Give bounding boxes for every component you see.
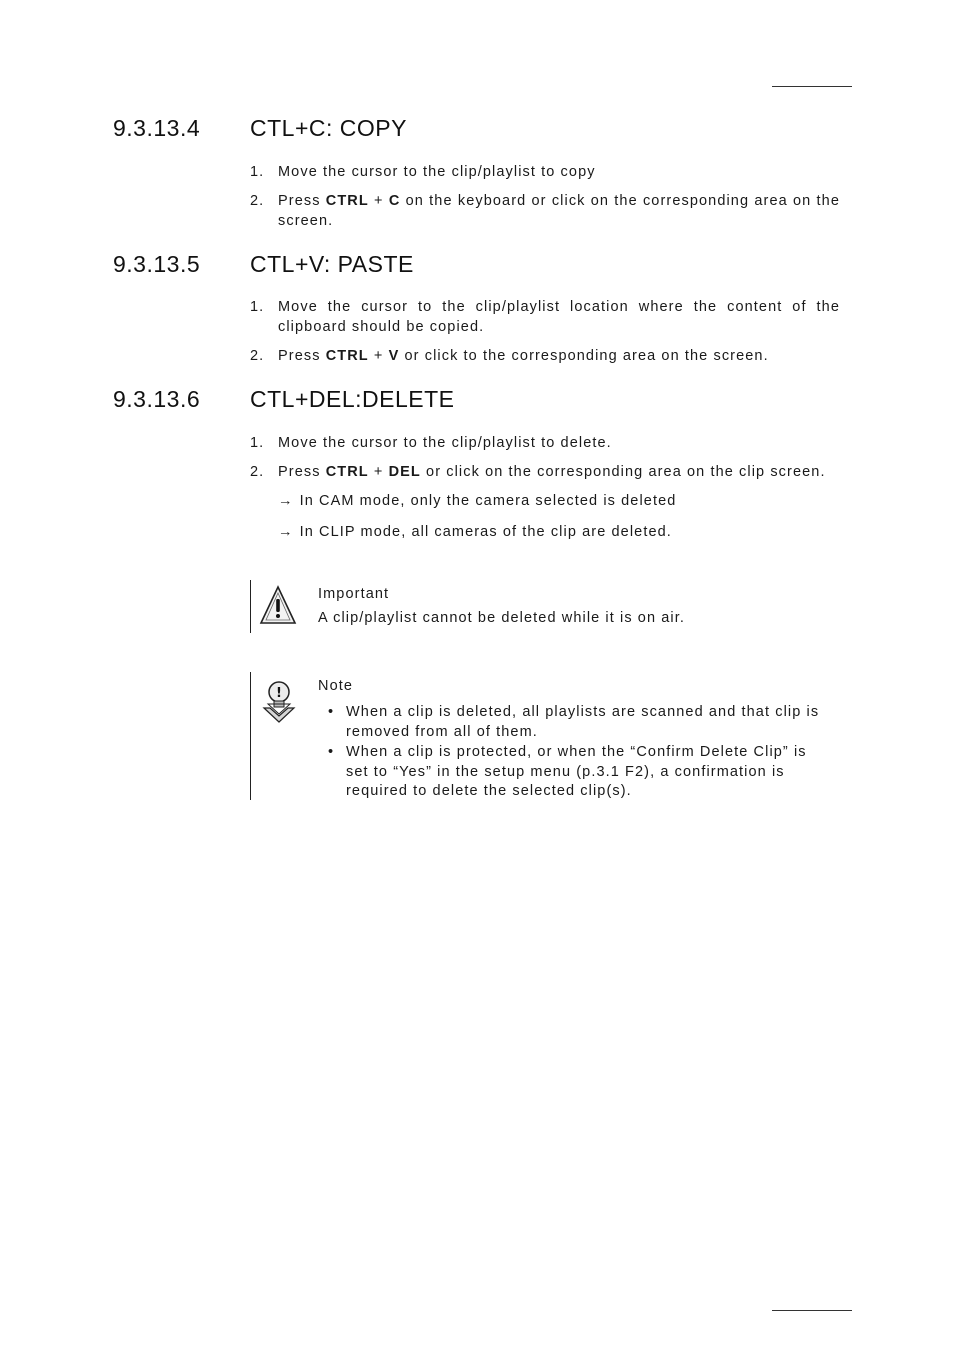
footer-rule bbox=[772, 1310, 852, 1311]
key-c: C bbox=[388, 193, 401, 209]
step-number: 1. bbox=[250, 164, 265, 180]
important-callout-bar bbox=[250, 580, 251, 633]
arrow-icon: → bbox=[278, 524, 294, 540]
result-text: In CAM mode, only the camera selected is deleted bbox=[299, 493, 677, 509]
section-heading-paste bbox=[113, 251, 414, 278]
important-title: Important bbox=[318, 586, 390, 602]
section-title: CTL+C: COPY bbox=[250, 115, 407, 141]
warning-triangle-icon bbox=[258, 584, 298, 631]
section-number: 9.3.13.5 bbox=[113, 251, 201, 277]
step-number: 2. bbox=[250, 464, 265, 480]
header-rule bbox=[772, 86, 852, 87]
note-list bbox=[318, 703, 828, 803]
step-text bbox=[278, 463, 840, 483]
plus-sign: + bbox=[368, 348, 389, 364]
note-callout-bar bbox=[250, 672, 251, 800]
step-number: 1. bbox=[250, 299, 265, 315]
note-item-text: When a clip is protected, or when the “Confirm Delete Clip” is set to “Yes” in the setup menu (p.3.1 F2), a confirmation is required to delete the selected clip(s). bbox=[346, 744, 807, 799]
list-item bbox=[250, 347, 840, 367]
step-text: Move the cursor to the clip/playlist to copy bbox=[278, 164, 596, 180]
list-item bbox=[250, 192, 840, 231]
key-ctrl: CTRL bbox=[325, 193, 369, 209]
step-text-pre: Press bbox=[278, 193, 326, 209]
section-heading-delete bbox=[113, 386, 455, 413]
step-text bbox=[278, 192, 840, 231]
list-item bbox=[250, 434, 840, 454]
list-item bbox=[318, 743, 828, 802]
bullet-icon: • bbox=[328, 744, 335, 760]
list-item bbox=[250, 163, 840, 183]
list-item bbox=[318, 703, 828, 742]
step-number: 1. bbox=[250, 435, 265, 451]
section-number: 9.3.13.4 bbox=[113, 115, 201, 141]
step-text-pre: Press bbox=[278, 348, 326, 364]
section-heading-copy bbox=[113, 115, 407, 142]
step-number: 2. bbox=[250, 348, 265, 364]
note-item-text: When a clip is deleted, all playlists are scanned and that clip is removed from all of them. bbox=[346, 704, 820, 740]
bullet-icon: • bbox=[328, 704, 335, 720]
plus-sign: + bbox=[368, 193, 389, 209]
key-ctrl: CTRL bbox=[325, 348, 369, 364]
step-text bbox=[278, 347, 840, 367]
arrow-icon: → bbox=[278, 493, 294, 509]
important-text: A clip/playlist cannot be deleted while it is on air. bbox=[318, 610, 686, 626]
section-title: CTL+V: PASTE bbox=[250, 251, 414, 277]
step-text-pre: Press bbox=[278, 464, 326, 480]
svg-text:!: ! bbox=[276, 686, 282, 701]
result-line bbox=[278, 493, 676, 509]
lightbulb-note-icon bbox=[260, 678, 298, 731]
step-text-post: on the keyboard or click on the corresponding area on the screen. bbox=[278, 193, 840, 229]
key-v: V bbox=[388, 348, 400, 364]
step-text: Move the cursor to the clip/playlist to delete. bbox=[278, 435, 612, 451]
list-item bbox=[250, 298, 840, 337]
step-text-post: or click on the corresponding area on the clip screen. bbox=[420, 464, 826, 480]
key-del: DEL bbox=[388, 464, 421, 480]
plus-sign: + bbox=[368, 464, 389, 480]
step-number: 2. bbox=[250, 193, 265, 209]
key-ctrl: CTRL bbox=[325, 464, 369, 480]
step-text: Move the cursor to the clip/playlist location where the content of the clipboard should be copied. bbox=[278, 299, 840, 335]
result-text: In CLIP mode, all cameras of the clip are deleted. bbox=[299, 524, 672, 540]
section-number: 9.3.13.6 bbox=[113, 386, 201, 412]
list-item bbox=[250, 463, 840, 483]
step-text-post: or click to the corresponding area on the screen. bbox=[399, 348, 769, 364]
note-title: Note bbox=[318, 678, 354, 694]
section-title: CTL+DEL:DELETE bbox=[250, 386, 455, 412]
result-line bbox=[278, 524, 672, 540]
